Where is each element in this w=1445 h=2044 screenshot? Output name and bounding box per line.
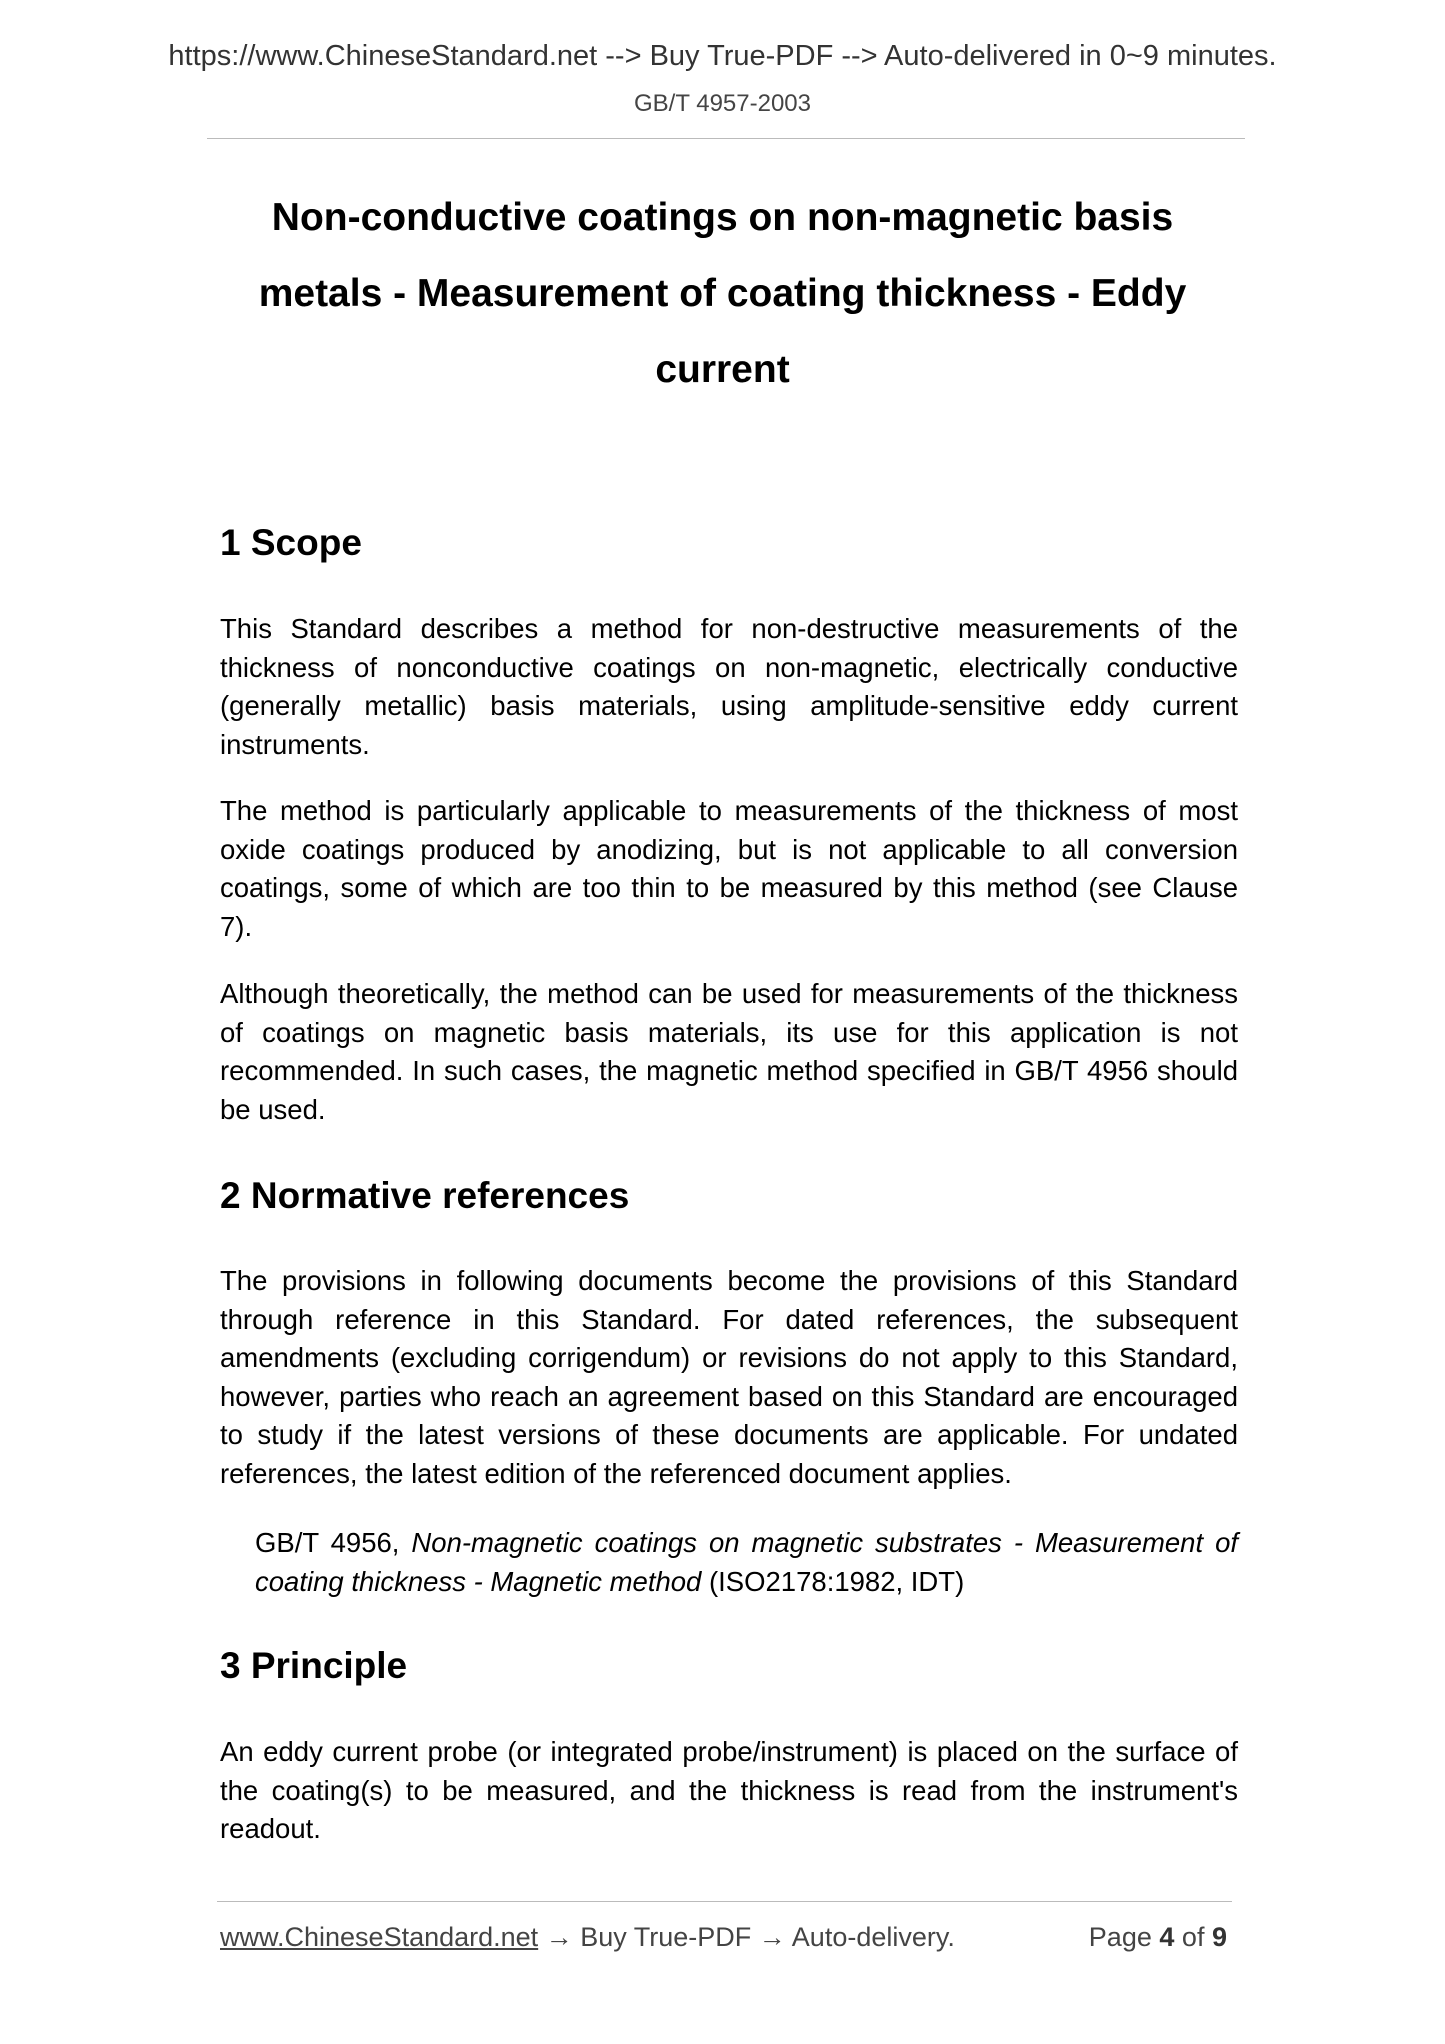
header-url-line: https://www.ChineseStandard.net --> Buy True-PDF --> Auto-delivered in 0~9 minutes.	[168, 40, 1277, 72]
header-standard-code: GB/T 4957-2003	[633, 90, 811, 117]
reference-title: Non-magnetic coatings on magnetic substrates - Measurement of coating thickness - Magnetic method	[255, 1527, 1239, 1597]
section-heading-normative-references: 2 Normative references	[220, 1175, 630, 1216]
reference-entry	[255, 1524, 1238, 1601]
title-line-1: Non-conductive coatings on non-magnetic basis	[271, 196, 1174, 239]
page-indicator	[1089, 1922, 1227, 1953]
footer-delivery-text: Auto-delivery.	[791, 1922, 955, 1952]
page-current: 4	[1159, 1922, 1175, 1952]
references-paragraph: The provisions in following documents become the provisions of this Standard through reference in this Standard. For dated references, the subsequent amendments (excluding corrigendum) or revisions do not apply to this Standard, however, parties who reach an agreement based on this Standard are encouraged to study if the latest versions of these documents are applicable. For undated references, the latest edition of the referenced document applies.	[220, 1265, 1238, 1489]
scope-paragraph-2: The method is particularly applicable to measurements of the thickness of most oxide coatings produced by anodizing, but is not applicable to all conversion coatings, some of which are too thin to be measured by this method (see Clause 7).	[220, 795, 1238, 942]
page-label: Page	[1088, 1922, 1152, 1952]
document-title	[200, 180, 1245, 408]
page-total: 9	[1211, 1922, 1227, 1952]
principle-paragraph: An eddy current probe (or integrated probe/instrument) is placed on the surface of the coating(s) to be measured, and the thickness is read from the instrument's readout.	[220, 1736, 1238, 1844]
scope-paragraph-3: Although theoretically, the method can be used for measurements of the thickness of coatings on magnetic basis materials, its use for this application is not recommended. In such cases, the magnetic method specified in GB/T 4956 should be used.	[220, 978, 1238, 1125]
title-line-2: metals - Measurement of coating thickness - Eddy	[258, 272, 1187, 315]
page-of: of	[1181, 1922, 1205, 1952]
scope-paragraph-1: This Standard describes a method for non-destructive measurements of the thickness of nonconductive coatings on non-magnetic, electrically conductive (generally metallic) basis materials, using amplitude-sensitive eddy current instruments.	[220, 613, 1238, 760]
footer-site-link[interactable]: www.ChineseStandard.net	[220, 1922, 539, 1952]
footer-promo	[220, 1922, 955, 1953]
reference-code: GB/T 4956,	[255, 1527, 400, 1558]
reference-suffix: (ISO2178:1982, IDT)	[708, 1565, 965, 1597]
footer-buy-text: Buy True-PDF	[580, 1922, 752, 1952]
header-divider	[207, 138, 1245, 139]
title-line-3: current	[655, 348, 790, 391]
footer-divider	[217, 1901, 1232, 1902]
arrow-right-icon: →	[545, 1922, 573, 1952]
arrow-right-icon: →	[758, 1922, 786, 1952]
section-heading-principle: 3 Principle	[220, 1645, 408, 1686]
section-heading-scope: 1 Scope	[220, 522, 362, 563]
